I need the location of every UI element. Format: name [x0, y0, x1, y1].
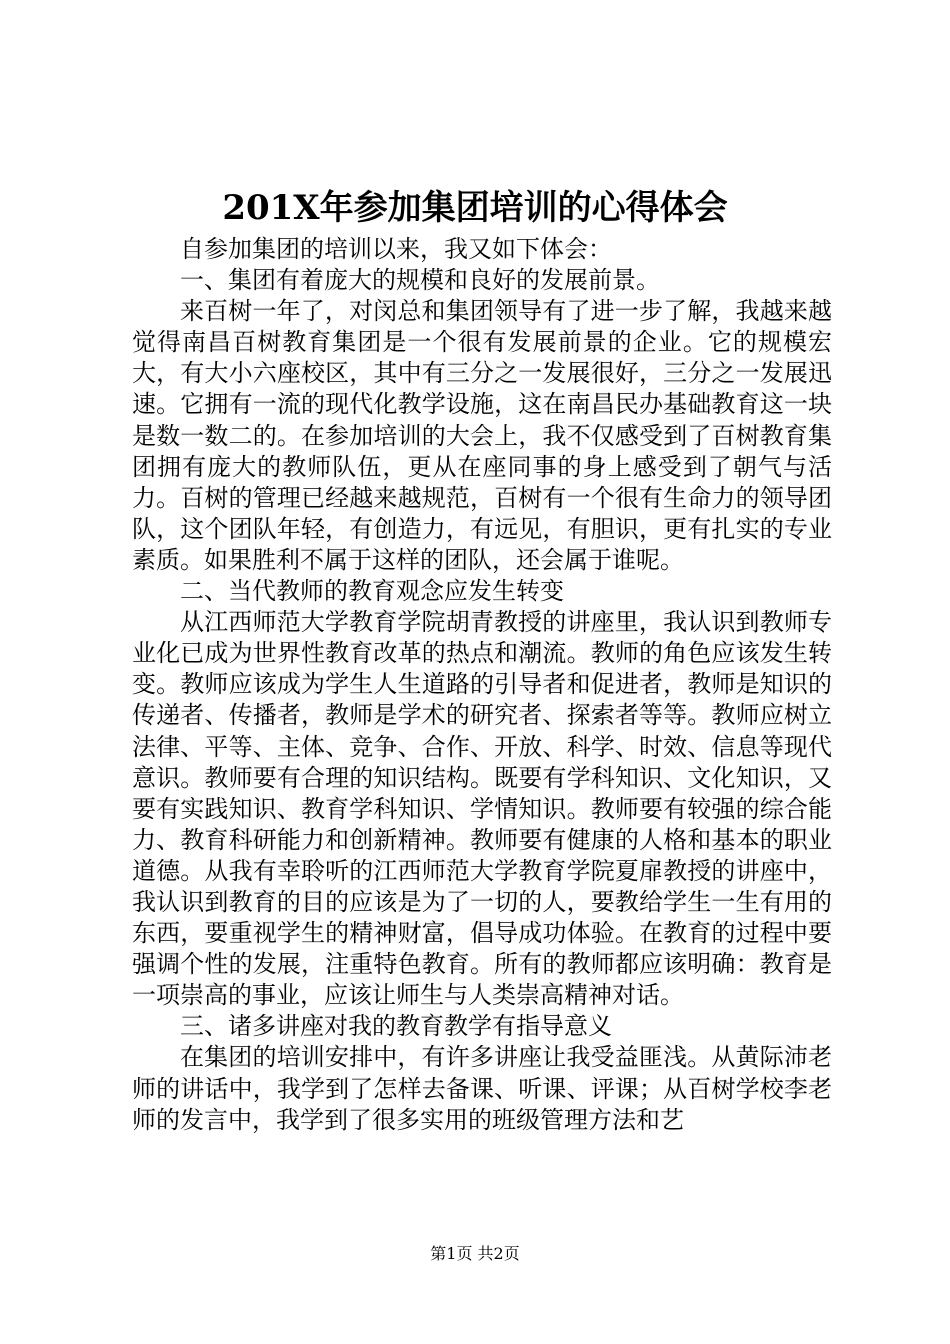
- document-title: 201X年参加集团培训的心得体会: [222, 188, 728, 228]
- section-1-paragraph: 来百树一年了，对闵总和集团领导有了进一步了解，我越来越觉得南昌百树教育集团是一个很有发展前景的企业。它的规模宏大，有大小六座校区，其中有三分之一发展很好，三分之一发展迅速。它拥有一流的现代化教学设施，这在南昌民办基础教育这一块是数一数二的。在参加培训的大会上，我不仅感受到了百树教育集团拥有庞大的教师队伍，更从在座同事的身上感受到了朝气与活力。百树的管理已经越来越规范，百树有一个很有生命力的领导团队，这个团队年轻，有创造力，有远见，有胆识，更有扎实的专业素质。如果胜利不属于这样的团队，还会属于谁呢。: [132, 297, 832, 574]
- section-3-paragraph: 在集团的培训安排中，有许多讲座让我受益匪浅。从黄际沛老师的讲话中，我学到了怎样去备课、听课、评课；从百树学校李老师的发言中，我学到了很多实用的班级管理方法和艺: [132, 1043, 832, 1134]
- intro-paragraph: 自参加集团的培训以来，我又如下体会：: [180, 235, 612, 263]
- section-heading-2: 二、当代教师的教育观念应发生转变: [180, 577, 564, 606]
- section-2-paragraph: 从江西师范大学教育学院胡青教授的讲座里，我认识到教师专业化已成为世界性教育改革的热点和潮流。教师的角色应该发生转变。教师应该成为学生人生道路的引导者和促进者，教师是知识的传递者、传播者，教师是学术的研究者、探索者等等。教师应树立法律、平等、主体、竞争、合作、开放、科学、时效、信息等现代意识。教师要有合理的知识结构。既要有学科知识、文化知识，又要有实践知识、教育学科知识、学情知识。教师要有较强的综合能力、教育科研能力和创新精神。教师要有健康的人格和基本的职业道德。从我有幸聆听的江西师范大学教育学院夏扉教授的讲座中，我认识到教育的目的应该是为了一切的人，要教给学生一生有用的东西，要重视学生的精神财富，倡导成功体验。在教育的过程中要强调个性的发展，注重特色教育。所有的教师都应该明确：教育是一项崇高的事业，应该让师生与人类崇高精神对话。: [132, 608, 832, 1010]
- page-number-footer: 第1页 共2页: [430, 1244, 520, 1263]
- section-heading-3: 三、诸多讲座对我的教育教学有指导意义: [180, 1012, 612, 1041]
- section-heading-1: 一、集团有着庞大的规模和良好的发展前景。: [180, 266, 660, 295]
- document-body: [132, 234, 832, 1136]
